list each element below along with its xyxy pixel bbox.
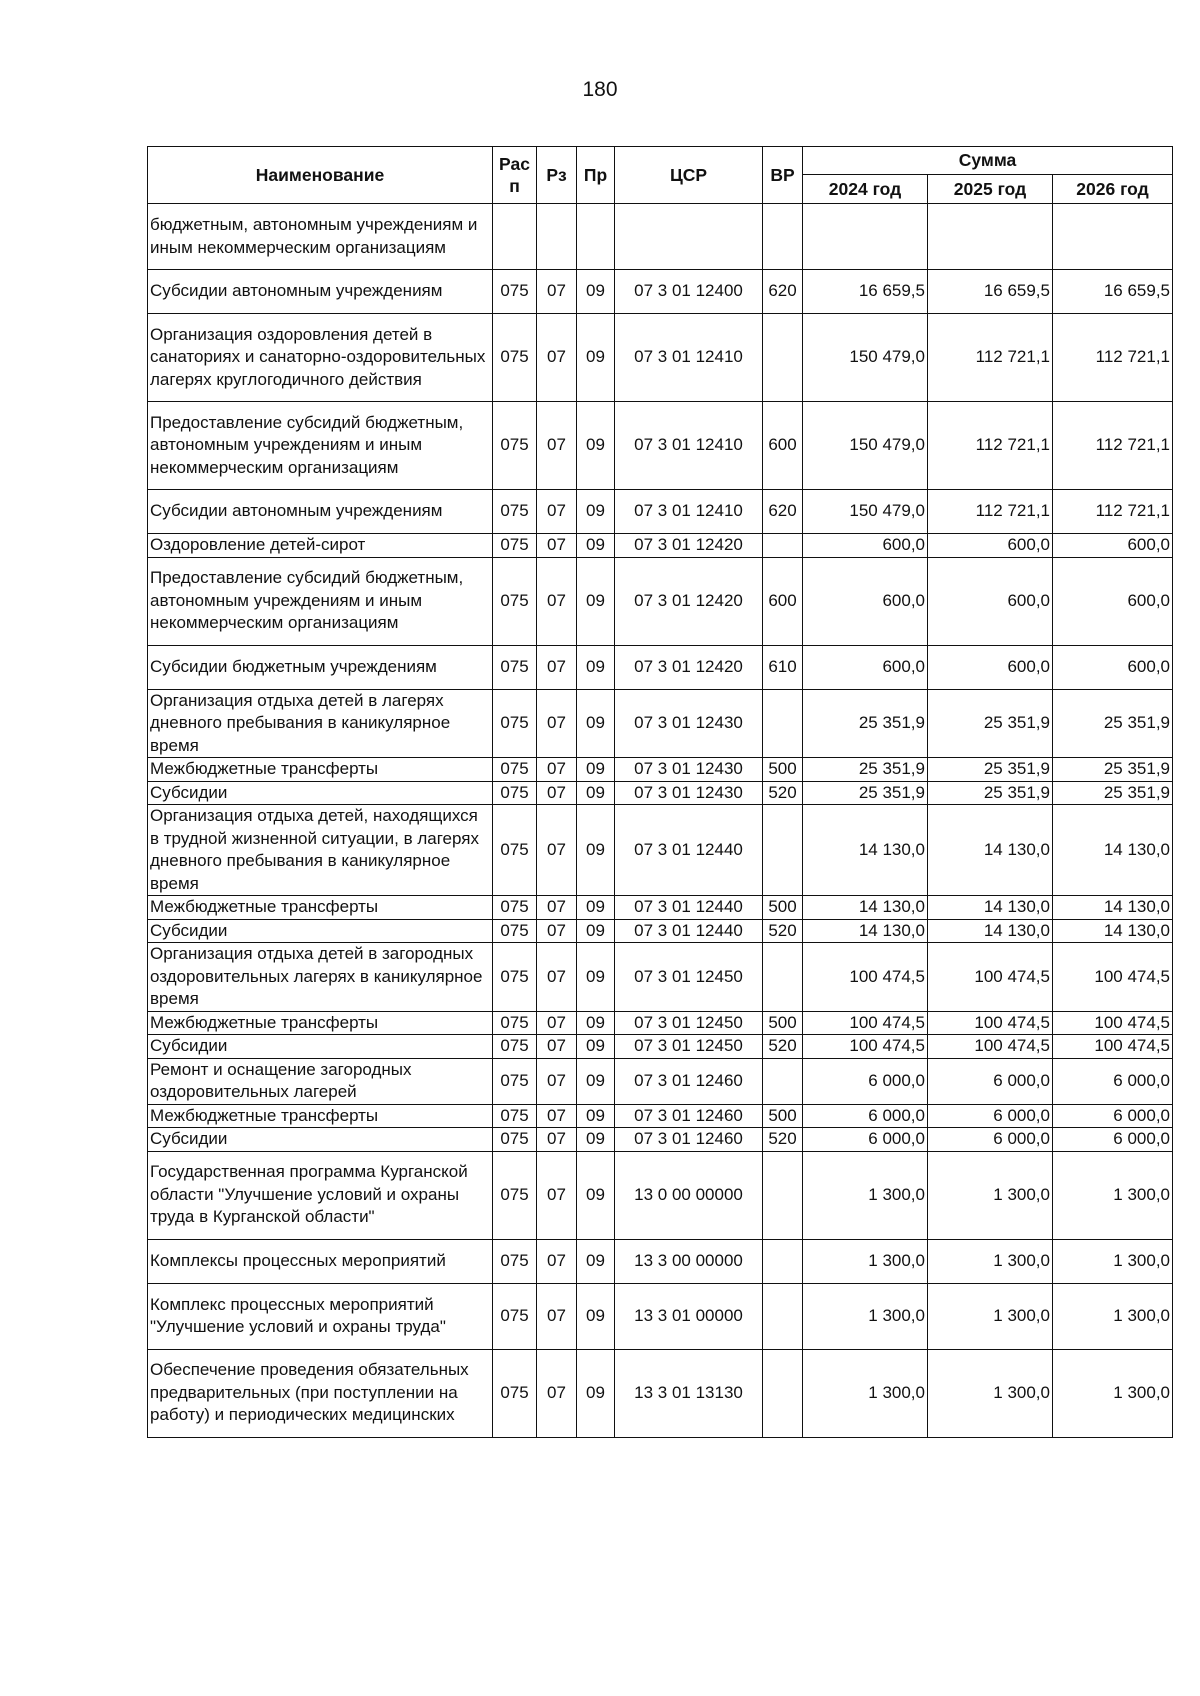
cell-2026: 100 474,5 — [1053, 943, 1173, 1012]
cell-vr: 610 — [763, 645, 803, 689]
cell-vr: 500 — [763, 896, 803, 920]
cell-csr: 07 3 01 12450 — [615, 943, 763, 1012]
cell-2025: 6 000,0 — [928, 1104, 1053, 1128]
col-header-pr: Пр — [577, 147, 615, 204]
table-row — [148, 805, 1173, 896]
cell-vr — [763, 534, 803, 558]
cell-2024: 16 659,5 — [803, 270, 928, 314]
col-header-2024: 2024 год — [803, 175, 928, 204]
cell-csr: 13 3 01 00000 — [615, 1283, 763, 1349]
cell-vr — [763, 1151, 803, 1239]
cell-rz: 07 — [537, 314, 577, 402]
cell-csr: 07 3 01 12400 — [615, 270, 763, 314]
cell-vr: 600 — [763, 402, 803, 490]
cell-pr: 09 — [577, 919, 615, 943]
cell-vr: 520 — [763, 1035, 803, 1059]
cell-2024: 1 300,0 — [803, 1151, 928, 1239]
cell-csr: 07 3 01 12420 — [615, 557, 763, 645]
col-header-csr: ЦСР — [615, 147, 763, 204]
cell-name: Межбюджетные трансферты — [148, 1011, 493, 1035]
cell-vr: 500 — [763, 1104, 803, 1128]
cell-csr: 07 3 01 12420 — [615, 645, 763, 689]
cell-rz: 07 — [537, 1035, 577, 1059]
cell-csr: 07 3 01 12450 — [615, 1011, 763, 1035]
cell-2025: 14 130,0 — [928, 805, 1053, 896]
cell-2024: 25 351,9 — [803, 781, 928, 805]
cell-vr: 600 — [763, 557, 803, 645]
cell-name: Субсидии автономным учреждениям — [148, 490, 493, 534]
cell-pr: 09 — [577, 1349, 615, 1437]
cell-name: Обеспечение проведения обязательных предварительных (при поступлении на работу) и периодических медицинских — [148, 1349, 493, 1437]
cell-rz: 07 — [537, 402, 577, 490]
cell-2025: 14 130,0 — [928, 896, 1053, 920]
cell-2024: 150 479,0 — [803, 490, 928, 534]
cell-name: Межбюджетные трансферты — [148, 1104, 493, 1128]
cell-pr: 09 — [577, 781, 615, 805]
cell-2024: 6 000,0 — [803, 1128, 928, 1152]
table-row — [148, 1283, 1173, 1349]
cell-2026: 25 351,9 — [1053, 781, 1173, 805]
cell-pr: 09 — [577, 689, 615, 758]
cell-name: Комплекс процессных мероприятий "Улучшение условий и охраны труда" — [148, 1283, 493, 1349]
cell-2025: 1 300,0 — [928, 1349, 1053, 1437]
cell-rz: 07 — [537, 490, 577, 534]
cell-2026: 600,0 — [1053, 534, 1173, 558]
cell-2024: 600,0 — [803, 645, 928, 689]
table-row — [148, 1104, 1173, 1128]
cell-2025: 1 300,0 — [928, 1151, 1053, 1239]
cell-2025: 112 721,1 — [928, 314, 1053, 402]
cell-name: Межбюджетные трансферты — [148, 896, 493, 920]
cell-2024: 600,0 — [803, 557, 928, 645]
cell-2025: 1 300,0 — [928, 1283, 1053, 1349]
cell-2024: 1 300,0 — [803, 1283, 928, 1349]
cell-name: Организация отдыха детей в лагерях дневного пребывания в каникулярное время — [148, 689, 493, 758]
cell-2025: 6 000,0 — [928, 1058, 1053, 1104]
cell-rasp: 075 — [493, 314, 537, 402]
table-row — [148, 1151, 1173, 1239]
col-header-vr: ВР — [763, 147, 803, 204]
cell-2026: 1 300,0 — [1053, 1283, 1173, 1349]
cell-rasp: 075 — [493, 1283, 537, 1349]
cell-rasp: 075 — [493, 781, 537, 805]
col-header-2026: 2026 год — [1053, 175, 1173, 204]
cell-2024: 1 300,0 — [803, 1349, 928, 1437]
cell-2024: 100 474,5 — [803, 1035, 928, 1059]
cell-rasp: 075 — [493, 557, 537, 645]
cell-2026: 6 000,0 — [1053, 1104, 1173, 1128]
col-header-rz: Рз — [537, 147, 577, 204]
cell-csr — [615, 204, 763, 270]
cell-2024: 6 000,0 — [803, 1104, 928, 1128]
cell-vr: 500 — [763, 1011, 803, 1035]
cell-pr: 09 — [577, 1035, 615, 1059]
cell-name: Субсидии — [148, 781, 493, 805]
cell-pr: 09 — [577, 1104, 615, 1128]
cell-csr: 13 0 00 00000 — [615, 1151, 763, 1239]
cell-rz: 07 — [537, 1283, 577, 1349]
cell-2026: 112 721,1 — [1053, 402, 1173, 490]
col-header-2025: 2025 год — [928, 175, 1053, 204]
cell-rasp — [493, 204, 537, 270]
cell-pr: 09 — [577, 402, 615, 490]
cell-2024: 25 351,9 — [803, 689, 928, 758]
cell-2024: 1 300,0 — [803, 1239, 928, 1283]
cell-csr: 07 3 01 12430 — [615, 781, 763, 805]
cell-pr: 09 — [577, 1128, 615, 1152]
cell-csr: 07 3 01 12410 — [615, 490, 763, 534]
table-row — [148, 490, 1173, 534]
cell-rz: 07 — [537, 689, 577, 758]
cell-vr: 520 — [763, 1128, 803, 1152]
cell-2026: 100 474,5 — [1053, 1035, 1173, 1059]
cell-vr — [763, 314, 803, 402]
cell-name: Субсидии — [148, 1128, 493, 1152]
cell-rasp: 075 — [493, 943, 537, 1012]
table-row — [148, 402, 1173, 490]
table-row — [148, 1011, 1173, 1035]
cell-2026: 1 300,0 — [1053, 1349, 1173, 1437]
cell-2025: 25 351,9 — [928, 781, 1053, 805]
table-row — [148, 1035, 1173, 1059]
cell-2024 — [803, 204, 928, 270]
cell-rz: 07 — [537, 758, 577, 782]
cell-rasp: 075 — [493, 490, 537, 534]
cell-vr — [763, 943, 803, 1012]
cell-rz: 07 — [537, 557, 577, 645]
cell-2024: 25 351,9 — [803, 758, 928, 782]
cell-2025: 16 659,5 — [928, 270, 1053, 314]
cell-rasp: 075 — [493, 402, 537, 490]
table-header — [148, 147, 1173, 204]
page-number: 180 — [582, 78, 618, 101]
cell-vr — [763, 689, 803, 758]
cell-csr: 07 3 01 12430 — [615, 758, 763, 782]
cell-rz: 07 — [537, 1349, 577, 1437]
cell-2026: 112 721,1 — [1053, 314, 1173, 402]
cell-name: Государственная программа Курганской области "Улучшение условий и охраны труда в Курганской области" — [148, 1151, 493, 1239]
cell-2024: 100 474,5 — [803, 943, 928, 1012]
cell-rz: 07 — [537, 645, 577, 689]
cell-pr: 09 — [577, 1283, 615, 1349]
cell-pr: 09 — [577, 314, 615, 402]
cell-rz: 07 — [537, 805, 577, 896]
cell-2026: 100 474,5 — [1053, 1011, 1173, 1035]
cell-name: Предоставление субсидий бюджетным, автономным учреждениям и иным некоммерческим организациям — [148, 402, 493, 490]
col-header-rasp: Рас п — [493, 147, 537, 204]
cell-rasp: 075 — [493, 1058, 537, 1104]
table-row — [148, 1349, 1173, 1437]
cell-rz: 07 — [537, 1011, 577, 1035]
cell-2025: 600,0 — [928, 557, 1053, 645]
cell-vr: 520 — [763, 919, 803, 943]
cell-pr: 09 — [577, 534, 615, 558]
cell-rasp: 075 — [493, 1239, 537, 1283]
cell-2026: 16 659,5 — [1053, 270, 1173, 314]
cell-name: Ремонт и оснащение загородных оздоровительных лагерей — [148, 1058, 493, 1104]
cell-2024: 14 130,0 — [803, 896, 928, 920]
cell-rasp: 075 — [493, 1128, 537, 1152]
cell-pr: 09 — [577, 1151, 615, 1239]
cell-2025: 100 474,5 — [928, 1011, 1053, 1035]
cell-2026: 14 130,0 — [1053, 896, 1173, 920]
cell-2026: 1 300,0 — [1053, 1151, 1173, 1239]
cell-rasp: 075 — [493, 689, 537, 758]
cell-rz: 07 — [537, 1058, 577, 1104]
cell-name: Субсидии — [148, 1035, 493, 1059]
cell-vr — [763, 805, 803, 896]
cell-2025: 1 300,0 — [928, 1239, 1053, 1283]
cell-2024: 6 000,0 — [803, 1058, 928, 1104]
cell-pr: 09 — [577, 557, 615, 645]
cell-2024: 14 130,0 — [803, 805, 928, 896]
cell-rasp: 075 — [493, 896, 537, 920]
table-body — [148, 204, 1173, 1438]
cell-pr: 09 — [577, 645, 615, 689]
cell-pr: 09 — [577, 270, 615, 314]
cell-rasp: 075 — [493, 534, 537, 558]
cell-pr: 09 — [577, 1058, 615, 1104]
table-row — [148, 919, 1173, 943]
cell-2026: 600,0 — [1053, 645, 1173, 689]
cell-name: Оздоровление детей-сирот — [148, 534, 493, 558]
cell-2025: 14 130,0 — [928, 919, 1053, 943]
cell-csr: 13 3 01 13130 — [615, 1349, 763, 1437]
cell-vr: 620 — [763, 270, 803, 314]
cell-2024: 150 479,0 — [803, 314, 928, 402]
cell-rz: 07 — [537, 781, 577, 805]
cell-csr: 07 3 01 12440 — [615, 805, 763, 896]
cell-pr: 09 — [577, 1011, 615, 1035]
cell-rasp: 075 — [493, 1151, 537, 1239]
table-row — [148, 781, 1173, 805]
cell-2025: 600,0 — [928, 645, 1053, 689]
cell-2025: 600,0 — [928, 534, 1053, 558]
table-row — [148, 314, 1173, 402]
cell-pr: 09 — [577, 896, 615, 920]
cell-2026: 14 130,0 — [1053, 919, 1173, 943]
cell-rasp: 075 — [493, 270, 537, 314]
cell-rasp: 075 — [493, 1349, 537, 1437]
table-row — [148, 758, 1173, 782]
cell-name: Организация отдыха детей, находящихся в трудной жизненной ситуации, в лагерях дневного пребывания в каникулярное время — [148, 805, 493, 896]
cell-vr — [763, 1283, 803, 1349]
cell-csr: 07 3 01 12410 — [615, 402, 763, 490]
table-row — [148, 1128, 1173, 1152]
cell-pr — [577, 204, 615, 270]
table-row — [148, 896, 1173, 920]
cell-name: Организация оздоровления детей в санаториях и санаторно-оздоровительных лагерях круглогодичного действия — [148, 314, 493, 402]
cell-2025: 112 721,1 — [928, 490, 1053, 534]
cell-rasp: 075 — [493, 805, 537, 896]
cell-csr: 07 3 01 12450 — [615, 1035, 763, 1059]
cell-name: Субсидии бюджетным учреждениям — [148, 645, 493, 689]
cell-vr — [763, 1058, 803, 1104]
cell-name: Межбюджетные трансферты — [148, 758, 493, 782]
cell-csr: 07 3 01 12460 — [615, 1128, 763, 1152]
cell-rasp: 075 — [493, 1104, 537, 1128]
cell-rz: 07 — [537, 1239, 577, 1283]
cell-vr — [763, 1239, 803, 1283]
table-row — [148, 645, 1173, 689]
cell-vr: 500 — [763, 758, 803, 782]
cell-pr: 09 — [577, 1239, 615, 1283]
cell-2025: 25 351,9 — [928, 689, 1053, 758]
cell-pr: 09 — [577, 805, 615, 896]
cell-2025: 25 351,9 — [928, 758, 1053, 782]
cell-2024: 14 130,0 — [803, 919, 928, 943]
table-row — [148, 270, 1173, 314]
cell-vr: 520 — [763, 781, 803, 805]
cell-2026: 112 721,1 — [1053, 490, 1173, 534]
cell-2024: 150 479,0 — [803, 402, 928, 490]
table-row — [148, 943, 1173, 1012]
cell-vr — [763, 204, 803, 270]
table-row — [148, 557, 1173, 645]
cell-vr: 620 — [763, 490, 803, 534]
budget-table — [147, 146, 1173, 1438]
cell-2026: 6 000,0 — [1053, 1058, 1173, 1104]
cell-csr: 07 3 01 12460 — [615, 1058, 763, 1104]
cell-2025: 6 000,0 — [928, 1128, 1053, 1152]
cell-2024: 600,0 — [803, 534, 928, 558]
col-header-name: Наименование — [148, 147, 493, 204]
table-row — [148, 689, 1173, 758]
cell-name: Комплексы процессных мероприятий — [148, 1239, 493, 1283]
cell-name: Организация отдыха детей в загородных оздоровительных лагерях в каникулярное время — [148, 943, 493, 1012]
cell-rz: 07 — [537, 534, 577, 558]
cell-rz: 07 — [537, 270, 577, 314]
cell-csr: 07 3 01 12440 — [615, 919, 763, 943]
cell-2025 — [928, 204, 1053, 270]
cell-pr: 09 — [577, 943, 615, 1012]
cell-name: Субсидии — [148, 919, 493, 943]
table-row — [148, 1058, 1173, 1104]
cell-pr: 09 — [577, 490, 615, 534]
cell-name: Субсидии автономным учреждениям — [148, 270, 493, 314]
cell-2026: 25 351,9 — [1053, 689, 1173, 758]
cell-2026: 600,0 — [1053, 557, 1173, 645]
cell-rz: 07 — [537, 919, 577, 943]
cell-csr: 07 3 01 12420 — [615, 534, 763, 558]
table-row — [148, 204, 1173, 270]
cell-csr: 07 3 01 12430 — [615, 689, 763, 758]
cell-2025: 100 474,5 — [928, 943, 1053, 1012]
table-row — [148, 534, 1173, 558]
cell-csr: 07 3 01 12440 — [615, 896, 763, 920]
cell-rz: 07 — [537, 1128, 577, 1152]
cell-2025: 112 721,1 — [928, 402, 1053, 490]
cell-name: бюджетным, автономным учреждениям и иным некоммерческим организациям — [148, 204, 493, 270]
col-header-sum: Сумма — [803, 147, 1173, 175]
cell-rz: 07 — [537, 943, 577, 1012]
cell-csr: 13 3 00 00000 — [615, 1239, 763, 1283]
cell-name: Предоставление субсидий бюджетным, автономным учреждениям и иным некоммерческим организациям — [148, 557, 493, 645]
cell-rasp: 075 — [493, 758, 537, 782]
cell-2026: 1 300,0 — [1053, 1239, 1173, 1283]
cell-rz: 07 — [537, 1104, 577, 1128]
cell-2026 — [1053, 204, 1173, 270]
cell-2025: 100 474,5 — [928, 1035, 1053, 1059]
cell-rz: 07 — [537, 1151, 577, 1239]
cell-vr — [763, 1349, 803, 1437]
cell-rasp: 075 — [493, 1011, 537, 1035]
cell-2024: 100 474,5 — [803, 1011, 928, 1035]
cell-pr: 09 — [577, 758, 615, 782]
cell-2026: 14 130,0 — [1053, 805, 1173, 896]
cell-csr: 07 3 01 12410 — [615, 314, 763, 402]
cell-2026: 6 000,0 — [1053, 1128, 1173, 1152]
cell-2026: 25 351,9 — [1053, 758, 1173, 782]
cell-csr: 07 3 01 12460 — [615, 1104, 763, 1128]
cell-rz: 07 — [537, 896, 577, 920]
cell-rasp: 075 — [493, 1035, 537, 1059]
cell-rasp: 075 — [493, 919, 537, 943]
table-row — [148, 1239, 1173, 1283]
cell-rz — [537, 204, 577, 270]
cell-rasp: 075 — [493, 645, 537, 689]
